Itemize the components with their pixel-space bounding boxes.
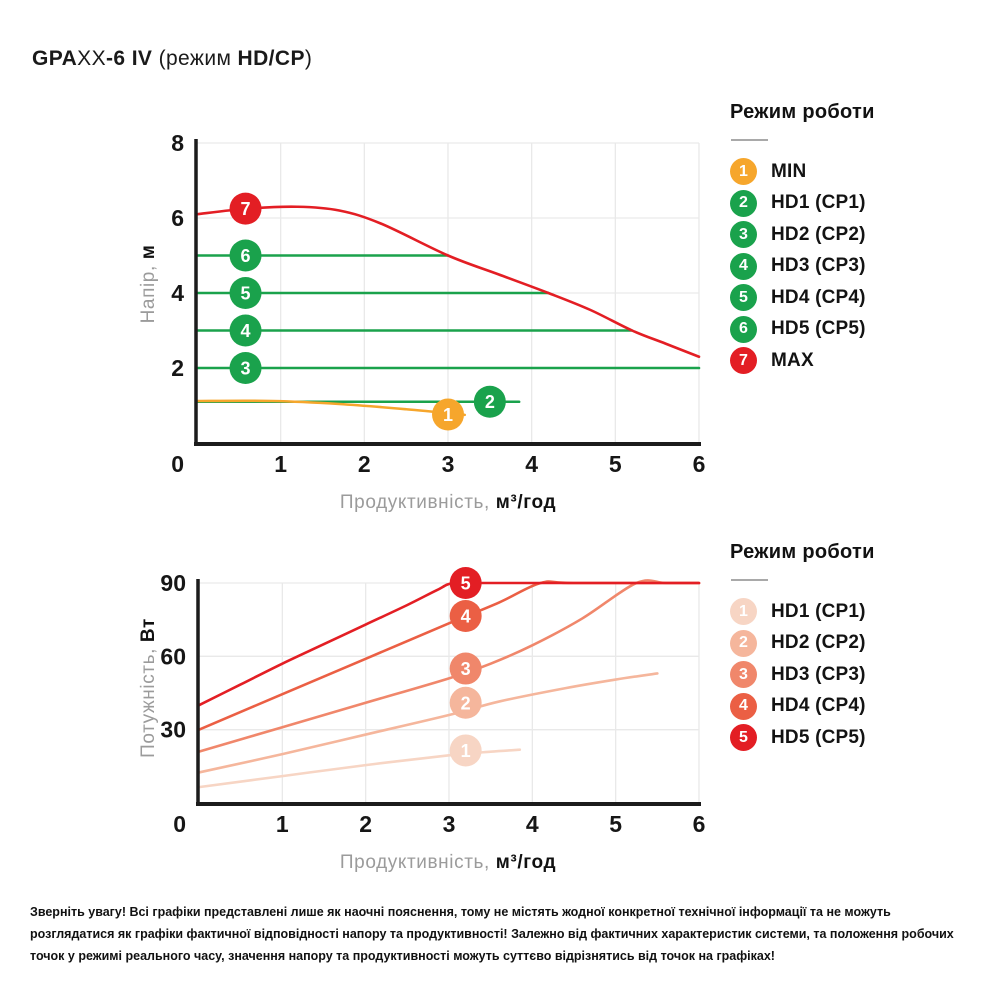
y-tick-label: 30	[160, 716, 186, 743]
y-tick-label: 4	[171, 280, 184, 307]
legend-items	[730, 598, 980, 751]
y-axis-name: Напір,	[138, 259, 159, 324]
y-tick-label: 6	[171, 205, 184, 232]
mode-label: HD3 (CP3)	[771, 255, 866, 276]
x-tick-label: 1	[274, 451, 288, 477]
x-tick-label: 5	[608, 451, 622, 477]
title-brand: GPA	[32, 47, 78, 70]
mode-badge: 4	[730, 253, 757, 280]
x-tick-label: 6	[692, 451, 706, 477]
y-tick-label: 2	[171, 355, 184, 382]
legend-operating-modes-bottom	[730, 541, 980, 756]
legend-title: Режим роботи	[730, 101, 875, 123]
mode-label: HD4 (CP4)	[771, 286, 866, 308]
mode-label: HD1 (CP1)	[771, 192, 866, 213]
x-tick-label: 2	[359, 811, 373, 837]
mode-badge: 5	[730, 724, 757, 751]
mode-label: HD1 (CP1)	[771, 600, 866, 622]
curve-marker-label: 5	[460, 573, 471, 594]
y-tick-label: 8	[171, 130, 184, 157]
y-axis-label-head	[138, 245, 160, 324]
y-axis-unit: м	[138, 244, 159, 260]
curve-marker-label: 5	[240, 283, 251, 304]
legend-item	[730, 598, 980, 625]
mode-label: MIN	[771, 160, 807, 182]
curve-marker-label: 4	[240, 320, 251, 341]
legend-item	[730, 190, 980, 217]
x-axis-unit: м³/год	[495, 852, 557, 873]
curve-marker-label: 2	[460, 693, 471, 714]
mode-label: HD2 (CP2)	[771, 223, 866, 245]
chart-0	[171, 130, 705, 477]
origin-tick-label: 0	[173, 811, 186, 837]
x-axis-label-flow-bottom	[340, 852, 556, 874]
legend-item	[730, 253, 980, 280]
y-axis-unit: Вт	[138, 618, 159, 643]
disclaimer-note: Зверніть увагу! Всі графіки представлені лише як наочні пояснення, тому не містять жодної конкретної технічної інформації та не можуть розглядатися як графіки фактичної відповідності напору та продуктивності! Залежно від фактичних характеристик системи, та положення робочих точок у режимі реального часу, значення напору та продуктивності можуть суттєво відрізнятись від точок на графіках!	[30, 905, 954, 963]
x-tick-label: 6	[692, 811, 706, 837]
mode-badge: 6	[730, 316, 757, 343]
curve-marker-label: 2	[484, 392, 495, 413]
mode-badge: 2	[730, 190, 757, 217]
curve-marker-label: 3	[240, 358, 251, 379]
title-close: )	[304, 47, 313, 70]
curve-marker-label: 1	[442, 404, 454, 425]
mode-badge: 3	[730, 661, 757, 688]
legend-divider	[731, 579, 768, 581]
x-tick-label: 3	[441, 451, 455, 477]
y-tick-label: 60	[160, 643, 186, 670]
title-mode: HD/CP	[237, 47, 305, 70]
mode-badge: 7	[730, 347, 757, 374]
y-tick-label: 90	[160, 570, 186, 597]
x-tick-label: 4	[525, 811, 539, 837]
mode-label: MAX	[771, 349, 814, 371]
chart-1	[160, 567, 705, 837]
curve-marker-label: 7	[240, 199, 251, 220]
curve-marker-label: 3	[460, 659, 471, 680]
mode-label: HD5 (CP5)	[771, 318, 866, 339]
legend-item	[730, 724, 980, 751]
title-mode-prefix: (режим	[152, 47, 238, 70]
legend-item	[730, 347, 980, 374]
mode-label: HD4 (CP4)	[771, 695, 866, 716]
mode-badge: 2	[730, 630, 757, 657]
legend-item	[730, 284, 980, 311]
x-tick-label: 1	[275, 811, 289, 837]
legend-item	[730, 693, 980, 720]
legend-items	[730, 158, 980, 374]
legend-item	[730, 316, 980, 343]
legend-item	[730, 158, 980, 185]
legend-title: Режим роботи	[730, 541, 875, 563]
legend-item	[730, 221, 980, 248]
mode-badge: 5	[730, 284, 757, 311]
origin-tick-label: 0	[171, 451, 184, 477]
legend-operating-modes-top	[730, 101, 980, 379]
x-tick-label: 5	[609, 811, 623, 837]
title-model-suffix: -6 IV	[105, 47, 153, 70]
legend-item	[730, 630, 980, 657]
x-tick-label: 3	[442, 811, 456, 837]
title-model-x: XX	[77, 47, 106, 70]
mode-badge: 1	[730, 598, 757, 625]
curve-marker-label: 6	[240, 245, 251, 266]
x-axis-name: Продуктивність,	[339, 852, 496, 873]
mode-label: HD3 (CP3)	[771, 663, 866, 685]
mode-label: HD5 (CP5)	[771, 726, 866, 748]
curve-marker-label: 1	[460, 740, 471, 761]
curve-marker-label: 4	[460, 606, 471, 627]
mode-badge: 3	[730, 221, 757, 248]
legend-item	[730, 661, 980, 688]
x-tick-label: 4	[525, 451, 539, 477]
legend-divider	[731, 139, 768, 141]
x-axis-name: Продуктивність,	[339, 492, 496, 513]
y-axis-label-power	[138, 618, 160, 758]
mode-label: HD2 (CP2)	[771, 632, 866, 653]
x-tick-label: 2	[357, 451, 371, 477]
y-axis-name: Потужність,	[138, 642, 159, 758]
x-axis-unit: м³/год	[495, 492, 557, 513]
x-axis-label-flow-top	[340, 492, 556, 514]
mode-badge: 4	[730, 693, 757, 720]
mode-badge: 1	[730, 158, 757, 185]
